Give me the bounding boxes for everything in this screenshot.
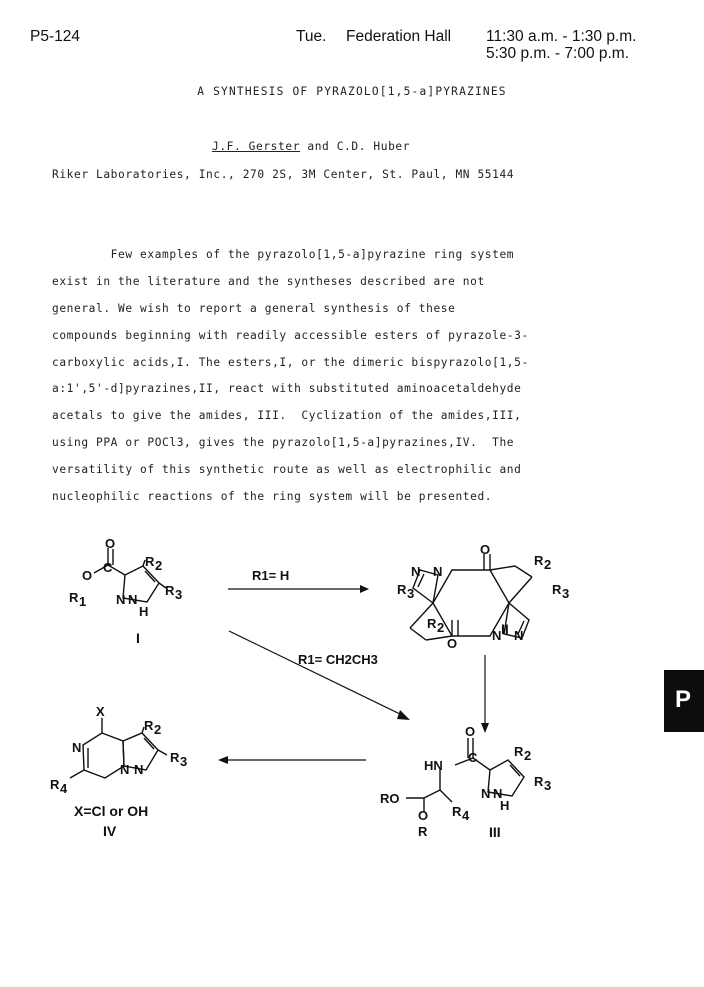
author-line [212,140,410,153]
session-day: Tue. [296,28,327,45]
svg-text:O: O [447,636,458,651]
svg-text:R: R [397,582,407,597]
abstract-line: using PPA or POCl3, gives the pyrazolo[1,5-a]pyrazines,IV. The [52,436,515,450]
structure-compound-iii [380,724,551,839]
svg-text:HN: HN [424,758,443,773]
svg-text:2: 2 [154,722,162,737]
svg-text:3: 3 [175,587,183,602]
abstract-line: general. We wish to report a general synthesis of these [52,301,456,315]
svg-text:R: R [170,750,180,765]
poster-id: P5-124 [30,28,80,45]
arrow-i-to-iii [229,631,402,715]
session-time-2: 5:30 p.m. - 7:00 p.m. [486,45,630,62]
abstract-line: Few examples of the pyrazolo[1,5-a]pyrazine ring system [52,248,515,261]
structure-compound-i [69,536,182,619]
svg-text:O: O [465,724,476,739]
svg-text:R: R [427,616,437,631]
svg-text:O: O [105,536,116,551]
svg-text:N: N [411,564,421,579]
section-tab-letter: P [675,686,692,713]
abstract-line: carboxylic acids,I. The esters,I, or the dimeric bispyrazolo[1,5- [52,355,529,369]
abstract-line: a:1',5'-d]pyrazines,II, react with substituted aminoacetaldehyde [52,382,522,396]
svg-text:N: N [493,786,503,801]
svg-text:R: R [50,777,60,792]
svg-text:3: 3 [407,586,415,601]
svg-text:R: R [145,554,155,569]
abstract-line: versatility of this synthetic route as well as electrophilic and [52,463,522,477]
session-venue: Federation Hall [346,28,452,45]
author-joiner: and [300,140,337,153]
svg-text:H: H [500,798,510,813]
svg-text:R: R [534,774,544,789]
abstract-line: acetals to give the amides, III. Cyclization of the amides,III, [52,409,522,423]
reaction-scheme [0,530,704,860]
svg-text:2: 2 [524,748,532,763]
svg-text:3: 3 [562,586,570,601]
svg-text:3: 3 [180,754,188,769]
svg-text:2: 2 [544,557,552,572]
svg-text:N: N [116,592,126,607]
structure-compound-iv [50,704,187,796]
svg-text:X: X [96,704,105,719]
svg-text:N: N [492,628,502,643]
author-second: C.D. Huber [336,140,411,153]
abstract-line: nucleophilic reactions of the ring system will be presented. [52,490,493,504]
svg-text:4: 4 [462,808,470,823]
svg-text:N: N [433,564,443,579]
svg-text:1: 1 [79,594,87,609]
svg-text:O: O [82,568,93,583]
svg-text:R: R [552,582,562,597]
svg-text:R: R [165,583,175,598]
svg-text:N: N [514,628,524,643]
label-compound-ii: II [501,621,509,637]
svg-text:O: O [418,808,429,823]
svg-text:C: C [103,560,113,575]
svg-text:2: 2 [155,558,163,573]
svg-text:O: O [480,542,491,557]
svg-text:N: N [481,786,491,801]
abstract-line: compounds beginning with readily accessible esters of pyrazole-3- [52,328,529,342]
compound-iv-substituent: X=Cl or OH [74,803,149,819]
affiliation: Riker Laboratories, Inc., 270 2S, 3M Center, St. Paul, MN 55144 [52,168,515,181]
svg-text:R: R [69,590,79,605]
session-time-1: 11:30 a.m. - 1:30 p.m. [486,28,637,45]
svg-text:N: N [128,592,138,607]
svg-text:3: 3 [544,778,552,793]
svg-text:R: R [418,824,428,839]
label-compound-iii: III [489,824,501,840]
svg-text:4: 4 [60,781,68,796]
arrow-label-r1-h: R1= H [252,568,290,583]
svg-text:RO: RO [380,791,400,806]
section-tab [664,670,704,732]
svg-text:H: H [139,604,149,619]
label-compound-i: I [136,630,140,646]
svg-text:R: R [144,718,154,733]
abstract-line: exist in the literature and the syntheses described are not [52,274,485,288]
abstract [52,248,652,517]
author-first: J.F. Gerster [212,140,301,153]
structure-compound-ii [397,542,569,651]
svg-text:R: R [452,804,462,819]
label-compound-iv: IV [103,823,117,839]
svg-text:R: R [534,553,544,568]
svg-text:2: 2 [437,620,445,635]
paper-title: A SYNTHESIS OF PYRAZOLO[1,5-a]PYRAZINES [197,85,507,98]
svg-text:C: C [468,750,478,765]
svg-text:N: N [134,762,144,777]
arrow-label-r1-ethyl: R1= CH2CH3 [298,652,378,667]
svg-text:N: N [72,740,82,755]
svg-text:R: R [514,744,524,759]
svg-text:N: N [120,762,130,777]
